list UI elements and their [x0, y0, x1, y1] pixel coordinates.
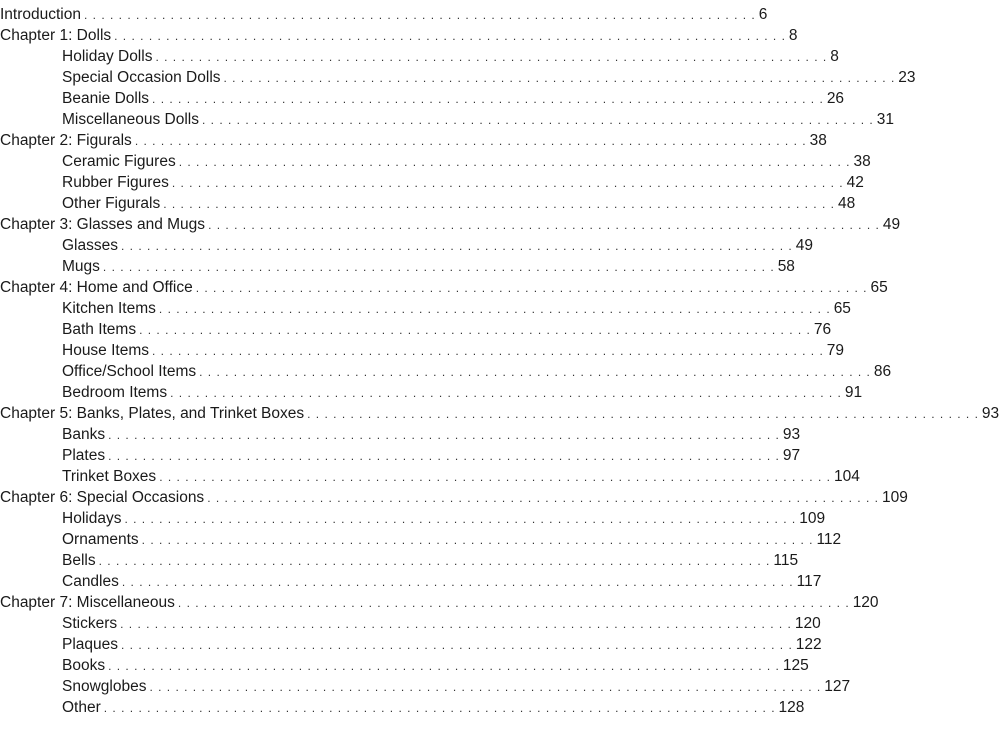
toc-entry-page-number: 65 — [870, 279, 888, 296]
toc-section-entry — [0, 382, 863, 403]
toc-entry-page-number: 97 — [782, 447, 801, 464]
toc-section-entry — [0, 445, 801, 466]
toc-entry-page-number: 6 — [758, 6, 768, 23]
toc-section-entry — [0, 613, 821, 634]
toc-entry-page-number: 86 — [873, 363, 892, 380]
toc-entry-page-number: 115 — [773, 552, 799, 569]
toc-section-entry — [0, 361, 892, 382]
dot-leader: . . . . . . . . . . . . . . . . . . . . . . . . . . . . . . . . . . . . . . . . . . . . . . . . . . . . . . . . . . . . . . . . . . . . . . . . . . . . . . — [207, 491, 879, 505]
toc-entry-page-number: 122 — [795, 636, 822, 653]
toc-entry-label: Chapter 4: Home and Office — [0, 279, 193, 296]
dot-leader: . . . . . . . . . . . . . . . . . . . . . . . . . . . . . . . . . . . . . . . . . . . . . . . . . . . . . . . . . . . . . . . . . . . . . . . . . . . . . . — [158, 302, 831, 316]
toc-entry-label: Plaques — [62, 636, 119, 653]
toc-entry-label: Rubber Figures — [62, 174, 169, 191]
toc-entry-page-number: 23 — [898, 69, 916, 86]
dot-leader: . . . . . . . . . . . . . . . . . . . . . . . . . . . . . . . . . . . . . . . . . . . . . . . . . . . . . . . . . . . . . . . . . . . . . . . . . . . . . . — [170, 386, 842, 400]
dot-leader: . . . . . . . . . . . . . . . . . . . . . . . . . . . . . . . . . . . . . . . . . . . . . . . . . . . . . . . . . . . . . . . . . . . . . . . . . . . . . . — [120, 617, 792, 631]
dot-leader: . . . . . . . . . . . . . . . . . . . . . . . . . . . . . . . . . . . . . . . . . . . . . . . . . . . . . . . . . . . . . . . . . . . . . . . . . . . . . . — [108, 428, 780, 442]
toc-section-entry — [0, 550, 799, 571]
toc-section-entry — [0, 256, 795, 277]
dot-leader: . . . . . . . . . . . . . . . . . . . . . . . . . . . . . . . . . . . . . . . . . . . . . . . . . . . . . . . . . . . . . . . . . . . . . . . . . . . . . . — [134, 134, 807, 148]
toc-entry-page-number: 76 — [813, 321, 832, 338]
toc-entry-label: Mugs — [62, 258, 100, 275]
toc-entry-label: Ceramic Figures — [62, 153, 176, 170]
dot-leader: . . . . . . . . . . . . . . . . . . . . . . . . . . . . . . . . . . . . . . . . . . . . . . . . . . . . . . . . . . . . . . . . . . . . . . . . . . . . . . — [121, 638, 793, 652]
toc-chapter-entry — [0, 487, 908, 508]
dot-leader: . . . . . . . . . . . . . . . . . . . . . . . . . . . . . . . . . . . . . . . . . . . . . . . . . . . . . . . . . . . . . . . . . . . . . . . . . . . . . . — [171, 176, 844, 190]
dot-leader: . . . . . . . . . . . . . . . . . . . . . . . . . . . . . . . . . . . . . . . . . . . . . . . . . . . . . . . . . . . . . . . . . . . . . . . . . . . . . . — [121, 575, 794, 589]
dot-leader: . . . . . . . . . . . . . . . . . . . . . . . . . . . . . . . . . . . . . . . . . . . . . . . . . . . . . . . . . . . . . . . . . . . . . . . . . . . . . . — [163, 197, 835, 211]
toc-entry-page-number: 117 — [796, 573, 822, 590]
dot-leader: . . . . . . . . . . . . . . . . . . . . . . . . . . . . . . . . . . . . . . . . . . . . . . . . . . . . . . . . . . . . . . . . . . . . . . . . . . . . . . — [114, 29, 786, 43]
toc-section-entry — [0, 676, 851, 697]
toc-entry-label: Holidays — [62, 510, 122, 527]
toc-section-entry — [0, 424, 801, 445]
dot-leader: . . . . . . . . . . . . . . . . . . . . . . . . . . . . . . . . . . . . . . . . . . . . . . . . . . . . . . . . . . . . . . . . . . . . . . . . . . . . . . — [155, 50, 828, 64]
toc-chapter-entry — [0, 277, 888, 298]
toc-entry-page-number: 79 — [826, 342, 845, 359]
toc-entry-label: Bedroom Items — [62, 384, 168, 401]
toc-entry-page-number: 49 — [795, 237, 814, 254]
toc-entry-page-number: 91 — [844, 384, 863, 401]
dot-leader: . . . . . . . . . . . . . . . . . . . . . . . . . . . . . . . . . . . . . . . . . . . . . . . . . . . . . . . . . . . . . . . . . . . . . . . . . . . . . . — [103, 701, 776, 715]
toc-entry-page-number: 120 — [852, 594, 879, 611]
dot-leader: . . . . . . . . . . . . . . . . . . . . . . . . . . . . . . . . . . . . . . . . . . . . . . . . . . . . . . . . . . . . . . . . . . . . . . . . . . . . . . — [152, 92, 824, 106]
toc-entry-label: Miscellaneous Dolls — [62, 111, 199, 128]
toc-entry-label: Plates — [62, 447, 106, 464]
toc-entry-page-number: 65 — [833, 300, 851, 317]
toc-entry-label: House Items — [62, 342, 150, 359]
toc-entry-page-number: 128 — [778, 699, 805, 716]
toc-entry-page-number: 93 — [782, 426, 801, 443]
toc-entry-page-number: 112 — [816, 531, 842, 548]
dot-leader: . . . . . . . . . . . . . . . . . . . . . . . . . . . . . . . . . . . . . . . . . . . . . . . . . . . . . . . . . . . . . . . . . . . . . . . . . . . . . . — [102, 260, 775, 274]
toc-entry-page-number: 8 — [788, 27, 798, 44]
toc-section-entry — [0, 151, 871, 172]
toc-entry-label: Snowglobes — [62, 678, 147, 695]
toc-entry-label: Chapter 3: Glasses and Mugs — [0, 216, 206, 233]
toc-section-entry — [0, 172, 864, 193]
dot-leader: . . . . . . . . . . . . . . . . . . . . . . . . . . . . . . . . . . . . . . . . . . . . . . . . . . . . . . . . . . . . . . . . . . . . . . . . . . . . . . — [108, 659, 780, 673]
toc-section-entry — [0, 109, 895, 130]
toc-section-entry — [0, 655, 809, 676]
toc-section-entry — [0, 235, 814, 256]
dot-leader: . . . . . . . . . . . . . . . . . . . . . . . . . . . . . . . . . . . . . . . . . . . . . . . . . . . . . . . . . . . . . . . . . . . . . . . . . . . . . . — [84, 8, 756, 22]
toc-section-entry — [0, 529, 842, 550]
toc-entry-page-number: 127 — [824, 678, 851, 695]
dot-leader: . . . . . . . . . . . . . . . . . . . . . . . . . . . . . . . . . . . . . . . . . . . . . . . . . . . . . . . . . . . . . . . . . . . . . . . . . . . . . . — [177, 596, 850, 610]
toc-entry-label: Stickers — [62, 615, 118, 632]
toc-chapter-entry — [0, 25, 798, 46]
toc-section-entry — [0, 466, 860, 487]
toc-entry-label: Banks — [62, 426, 106, 443]
toc-entry-label: Kitchen Items — [62, 300, 156, 317]
toc-section-entry — [0, 193, 856, 214]
dot-leader: . . . . . . . . . . . . . . . . . . . . . . . . . . . . . . . . . . . . . . . . . . . . . . . . . . . . . . . . . . . . . . . . . . . . . . . . . . . . . . — [149, 680, 822, 694]
toc-entry-page-number: 8 — [830, 48, 839, 65]
toc-chapter-entry — [0, 592, 879, 613]
dot-leader: . . . . . . . . . . . . . . . . . . . . . . . . . . . . . . . . . . . . . . . . . . . . . . . . . . . . . . . . . . . . . . . . . . . . . . . . . . . . . . — [121, 239, 793, 253]
toc-entry-label: Special Occasion Dolls — [62, 69, 221, 86]
toc-entry-page-number: 42 — [846, 174, 864, 191]
toc-section-entry — [0, 67, 916, 88]
dot-leader: . . . . . . . . . . . . . . . . . . . . . . . . . . . . . . . . . . . . . . . . . . . . . . . . . . . . . . . . . . . . . . . . . . . . . . . . . . . . . . — [141, 533, 814, 547]
toc-section-entry — [0, 46, 839, 67]
toc-entry-page-number: 109 — [799, 510, 826, 527]
toc-section-entry — [0, 634, 822, 655]
dot-leader: . . . . . . . . . . . . . . . . . . . . . . . . . . . . . . . . . . . . . . . . . . . . . . . . . . . . . . . . . . . . . . . . . . . . . . . . . . . . . . — [178, 155, 851, 169]
dot-leader: . . . . . . . . . . . . . . . . . . . . . . . . . . . . . . . . . . . . . . . . . . . . . . . . . . . . . . . . . . . . . . . . . . . . . . . . . . . . . . — [223, 71, 896, 85]
toc-entry-label: Chapter 2: Figurals — [0, 132, 132, 149]
toc-entry-page-number: 120 — [794, 615, 821, 632]
dot-leader: . . . . . . . . . . . . . . . . . . . . . . . . . . . . . . . . . . . . . . . . . . . . . . . . . . . . . . . . . . . . . . . . . . . . . . . . . . . . . . — [159, 470, 831, 484]
toc-entry-label: Ornaments — [62, 531, 139, 548]
dot-leader: . . . . . . . . . . . . . . . . . . . . . . . . . . . . . . . . . . . . . . . . . . . . . . . . . . . . . . . . . . . . . . . . . . . . . . . . . . . . . . — [195, 281, 868, 295]
toc-entry-page-number: 31 — [876, 111, 895, 128]
toc-entry-label: Bells — [62, 552, 96, 569]
dot-leader: . . . . . . . . . . . . . . . . . . . . . . . . . . . . . . . . . . . . . . . . . . . . . . . . . . . . . . . . . . . . . . . . . . . . . . . . . . . . . . — [201, 113, 874, 127]
dot-leader: . . . . . . . . . . . . . . . . . . . . . . . . . . . . . . . . . . . . . . . . . . . . . . . . . . . . . . . . . . . . . . . . . . . . . . . . . . . . . . — [124, 512, 797, 526]
toc-entry-page-number: 109 — [881, 489, 908, 506]
dot-leader: . . . . . . . . . . . . . . . . . . . . . . . . . . . . . . . . . . . . . . . . . . . . . . . . . . . . . . . . . . . . . . . . . . . . . . . . . . . . . . — [139, 323, 811, 337]
toc-chapter-entry — [0, 403, 999, 424]
toc-entry-label: Books — [62, 657, 106, 674]
toc-entry-label: Chapter 6: Special Occasions — [0, 489, 205, 506]
toc-entry-page-number: 125 — [782, 657, 809, 674]
toc-entry-page-number: 26 — [826, 90, 845, 107]
toc-section-entry — [0, 571, 822, 592]
toc-entry-label: Office/School Items — [62, 363, 197, 380]
toc-entry-label: Other Figurals — [62, 195, 161, 212]
toc-chapter-entry — [0, 4, 768, 25]
toc-entry-label: Other — [62, 699, 101, 716]
toc-entry-page-number: 38 — [853, 153, 871, 170]
toc-section-entry — [0, 340, 845, 361]
toc-entry-label: Beanie Dolls — [62, 90, 150, 107]
toc-entry-page-number: 49 — [882, 216, 901, 233]
toc-entry-page-number: 93 — [981, 405, 999, 422]
toc-entry-page-number: 58 — [777, 258, 795, 275]
dot-leader: . . . . . . . . . . . . . . . . . . . . . . . . . . . . . . . . . . . . . . . . . . . . . . . . . . . . . . . . . . . . . . . . . . . . . . . . . . . . . . — [108, 449, 780, 463]
toc-entry-label: Chapter 1: Dolls — [0, 27, 112, 44]
toc-entry-label: Introduction — [0, 6, 81, 23]
dot-leader: . . . . . . . . . . . . . . . . . . . . . . . . . . . . . . . . . . . . . . . . . . . . . . . . . . . . . . . . . . . . . . . . . . . . . . . . . . . . . . — [307, 407, 979, 421]
toc-chapter-entry — [0, 214, 901, 235]
toc-section-entry — [0, 319, 832, 340]
toc-entry-label: Chapter 5: Banks, Plates, and Trinket Boxes — [0, 405, 305, 422]
toc-entry-label: Glasses — [62, 237, 118, 254]
dot-leader: . . . . . . . . . . . . . . . . . . . . . . . . . . . . . . . . . . . . . . . . . . . . . . . . . . . . . . . . . . . . . . . . . . . . . . . . . . . . . . — [199, 365, 871, 379]
dot-leader: . . . . . . . . . . . . . . . . . . . . . . . . . . . . . . . . . . . . . . . . . . . . . . . . . . . . . . . . . . . . . . . . . . . . . . . . . . . . . . — [98, 554, 771, 568]
toc-entry-label: Chapter 7: Miscellaneous — [0, 594, 175, 611]
toc-chapter-entry — [0, 130, 827, 151]
toc-section-entry — [0, 298, 851, 319]
toc-entry-label: Trinket Boxes — [62, 468, 157, 485]
toc-entry-label: Bath Items — [62, 321, 137, 338]
toc-entry-page-number: 48 — [837, 195, 856, 212]
toc-section-entry — [0, 88, 845, 109]
dot-leader: . . . . . . . . . . . . . . . . . . . . . . . . . . . . . . . . . . . . . . . . . . . . . . . . . . . . . . . . . . . . . . . . . . . . . . . . . . . . . . — [208, 218, 880, 232]
dot-leader: . . . . . . . . . . . . . . . . . . . . . . . . . . . . . . . . . . . . . . . . . . . . . . . . . . . . . . . . . . . . . . . . . . . . . . . . . . . . . . — [152, 344, 824, 358]
toc-section-entry — [0, 508, 826, 529]
toc-entry-page-number: 104 — [833, 468, 860, 485]
toc-entry-label: Holiday Dolls — [62, 48, 153, 65]
toc-entry-page-number: 38 — [809, 132, 827, 149]
toc-section-entry — [0, 697, 805, 718]
toc-entry-label: Candles — [62, 573, 119, 590]
